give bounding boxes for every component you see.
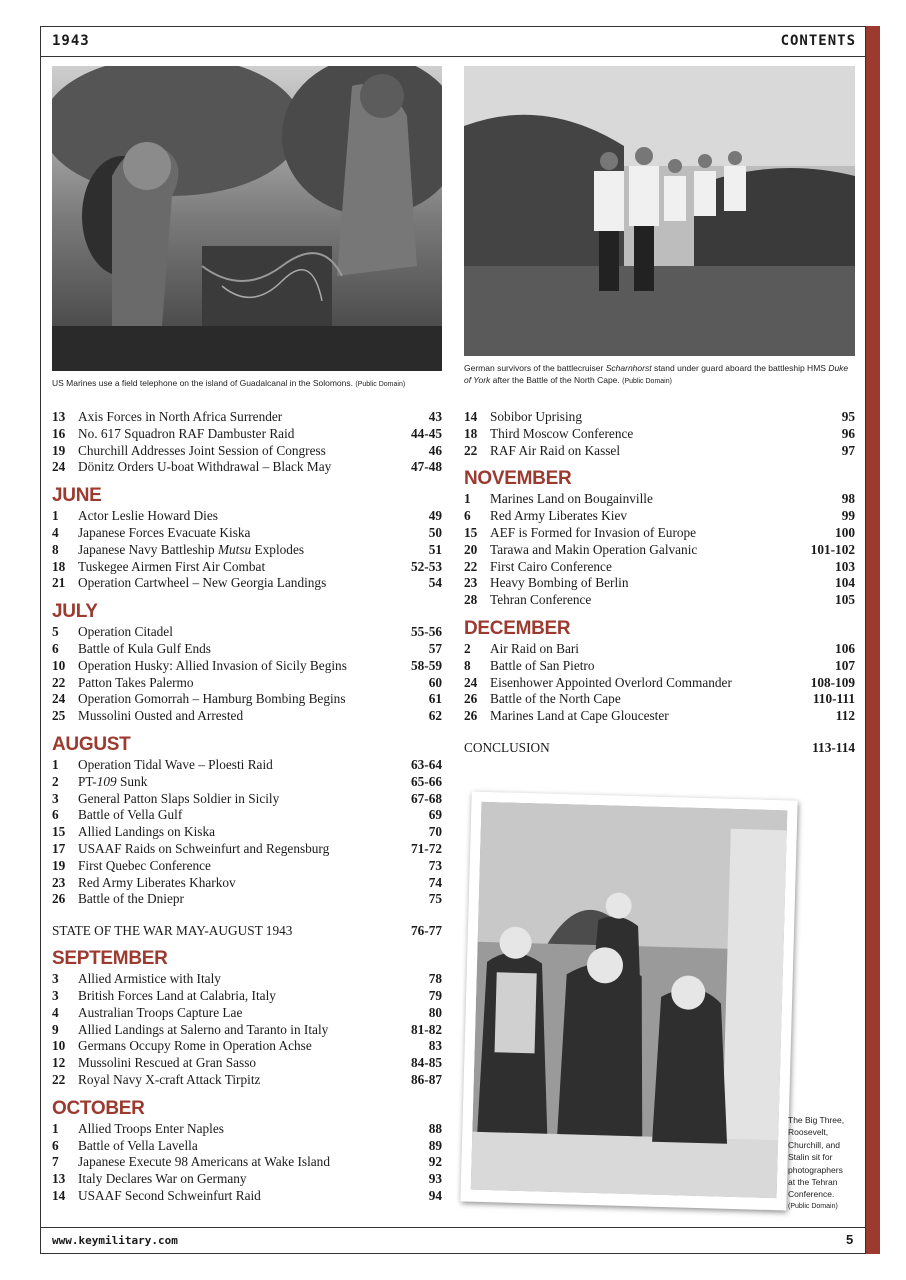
toc-entry[interactable]: 5 Operation Citadel 55-56 bbox=[52, 624, 442, 640]
header-rule bbox=[40, 56, 866, 57]
toc-entry[interactable]: 28 Tehran Conference 105 bbox=[464, 592, 855, 608]
toc-entry[interactable]: 22 Royal Navy X-craft Attack Tirpitz 86-87 bbox=[52, 1071, 442, 1087]
toc-entry[interactable]: 22 First Cairo Conference 103 bbox=[464, 558, 855, 574]
toc-entry[interactable]: 24 Operation Gomorrah – Hamburg Bombing Begins 61 bbox=[52, 691, 442, 707]
toc-entry[interactable]: 7 Japanese Execute 98 Americans at Wake Island 92 bbox=[52, 1154, 442, 1170]
toc-entry[interactable]: 24 Dönitz Orders U-boat Withdrawal – Black May 47-48 bbox=[52, 459, 442, 475]
toc-entry[interactable]: 1 Marines Land on Bougainville 98 bbox=[464, 491, 855, 507]
month-heading-june: JUNE bbox=[52, 485, 102, 507]
toc-entry[interactable]: 3 General Patton Slaps Soldier in Sicily 67-68 bbox=[52, 790, 442, 806]
toc-entry[interactable]: 18 Tuskegee Airmen First Air Combat 52-53 bbox=[52, 558, 442, 574]
month-heading-october: OCTOBER bbox=[52, 1097, 145, 1119]
toc-entry[interactable]: 26 Battle of the North Cape 110-111 bbox=[464, 691, 855, 707]
toc-entry[interactable]: 23 Heavy Bombing of Berlin 104 bbox=[464, 575, 855, 591]
toc-entry[interactable]: 23 Red Army Liberates Kharkov 74 bbox=[52, 874, 442, 890]
toc-entry[interactable]: 18 Third Moscow Conference 96 bbox=[464, 425, 855, 441]
photo-scharnhorst-caption: German survivors of the battlecruiser Scharnhorst stand under guard aboard the battleship HMS Duke of York after the Battle of the North Cape. (Public Domain) bbox=[464, 363, 849, 385]
toc-entry[interactable]: 1 Actor Leslie Howard Dies 49 bbox=[52, 508, 442, 524]
toc-entry[interactable]: 15 Allied Landings on Kiska 70 bbox=[52, 824, 442, 840]
toc-entry[interactable]: 14 USAAF Second Schweinfurt Raid 94 bbox=[52, 1187, 442, 1203]
toc-entry[interactable]: 17 USAAF Raids on Schweinfurt and Regensburg 71-72 bbox=[52, 840, 442, 856]
toc-entry[interactable]: 1 Operation Tidal Wave – Ploesti Raid 63-64 bbox=[52, 756, 442, 772]
toc-entry[interactable]: 2 PT-109 Sunk 65-66 bbox=[52, 773, 442, 789]
toc-entry[interactable]: 20 Tarawa and Makin Operation Galvanic 101-102 bbox=[464, 541, 855, 557]
toc-entry[interactable]: 8 Japanese Navy Battleship Mutsu Explodes 51 bbox=[52, 541, 442, 557]
toc-entry[interactable]: 6 Battle of Vella Gulf 69 bbox=[52, 807, 442, 823]
toc-entry[interactable]: 1 Allied Troops Enter Naples 88 bbox=[52, 1120, 442, 1136]
toc-entry[interactable]: 24 Eisenhower Appointed Overlord Commander 108-109 bbox=[464, 674, 855, 690]
photo-marines bbox=[52, 66, 442, 371]
toc-left-column bbox=[52, 409, 442, 1205]
toc-entry[interactable]: 21 Operation Cartwheel – New Georgia Landings 54 bbox=[52, 575, 442, 591]
accent-bar bbox=[866, 26, 880, 1254]
toc-entry[interactable]: 13 Axis Forces in North Africa Surrender 43 bbox=[52, 409, 442, 424]
footer-url[interactable]: www.keymilitary.com bbox=[52, 1234, 178, 1247]
month-heading-december: DECEMBER bbox=[464, 617, 571, 639]
toc-entry[interactable]: 26 Battle of the Dniepr 75 bbox=[52, 891, 442, 907]
toc-entry[interactable]: 4 Australian Troops Capture Lae 80 bbox=[52, 1004, 442, 1020]
toc-entry[interactable]: 9 Allied Landings at Salerno and Taranto in Italy 81-82 bbox=[52, 1021, 442, 1037]
month-heading-september: SEPTEMBER bbox=[52, 948, 168, 970]
toc-entry[interactable]: 13 Italy Declares War on Germany 93 bbox=[52, 1171, 442, 1187]
photo-tehran-conference bbox=[460, 792, 797, 1211]
toc-entry[interactable]: 6 Red Army Liberates Kiev 99 bbox=[464, 508, 855, 524]
toc-entry[interactable]: 22 RAF Air Raid on Kassel 97 bbox=[464, 442, 855, 458]
toc-entry[interactable]: 10 Operation Husky: Allied Invasion of Sicily Begins 58-59 bbox=[52, 657, 442, 673]
toc-entry[interactable]: 16 No. 617 Squadron RAF Dambuster Raid 44-45 bbox=[52, 425, 442, 441]
header-year: 1943 bbox=[52, 33, 90, 49]
toc-entry[interactable]: 14 Sobibor Uprising 95 bbox=[464, 409, 855, 424]
header-section: CONTENTS bbox=[780, 33, 856, 49]
toc-entry[interactable]: 6 Battle of Kula Gulf Ends 57 bbox=[52, 640, 442, 656]
photo-scharnhorst-survivors bbox=[464, 66, 855, 356]
footer-rule bbox=[40, 1227, 866, 1228]
toc-entry[interactable]: 25 Mussolini Ousted and Arrested 62 bbox=[52, 708, 442, 724]
toc-entry[interactable]: 26 Marines Land at Cape Gloucester 112 bbox=[464, 708, 855, 724]
toc-entry[interactable]: 4 Japanese Forces Evacuate Kiska 50 bbox=[52, 524, 442, 540]
may-list bbox=[52, 409, 442, 476]
toc-entry[interactable]: 2 Air Raid on Bari 106 bbox=[464, 640, 855, 656]
toc-entry[interactable]: 3 Allied Armistice with Italy 78 bbox=[52, 971, 442, 987]
toc-entry[interactable]: 8 Battle of San Pietro 107 bbox=[464, 657, 855, 673]
toc-entry[interactable]: 3 British Forces Land at Calabria, Italy 79 bbox=[52, 987, 442, 1003]
toc-entry[interactable]: 15 AEF is Formed for Invasion of Europe 100 bbox=[464, 524, 855, 540]
toc-entry[interactable]: 12 Mussolini Rescued at Gran Sasso 84-85 bbox=[52, 1055, 442, 1071]
toc-conclusion[interactable]: CONCLUSION 113-114 bbox=[464, 739, 855, 755]
photo-tehran-caption: The Big Three, Roosevelt, Churchill, and Stalin sit for photographers at the Tehran Conference. (Public Domain) bbox=[788, 1115, 845, 1210]
month-heading-july: JULY bbox=[52, 601, 98, 623]
toc-entry[interactable]: 6 Battle of Vella Lavella 89 bbox=[52, 1137, 442, 1153]
page-number: 5 bbox=[846, 1232, 854, 1247]
toc-entry[interactable]: 22 Patton Takes Palermo 60 bbox=[52, 674, 442, 690]
toc-right-column bbox=[464, 409, 855, 760]
toc-entry[interactable]: 19 Churchill Addresses Joint Session of Congress 46 bbox=[52, 442, 442, 458]
toc-entry[interactable]: 19 First Quebec Conference 73 bbox=[52, 857, 442, 873]
month-heading-november: NOVEMBER bbox=[464, 468, 572, 490]
toc-state-of-war[interactable]: STATE OF THE WAR MAY-AUGUST 1943 76-77 bbox=[52, 923, 442, 939]
month-heading-august: AUGUST bbox=[52, 733, 131, 755]
photo-marines-caption: US Marines use a field telephone on the island of Guadalcanal in the Solomons. (Public Domain) bbox=[52, 378, 406, 388]
toc-entry[interactable]: 10 Germans Occupy Rome in Operation Achse 83 bbox=[52, 1038, 442, 1054]
